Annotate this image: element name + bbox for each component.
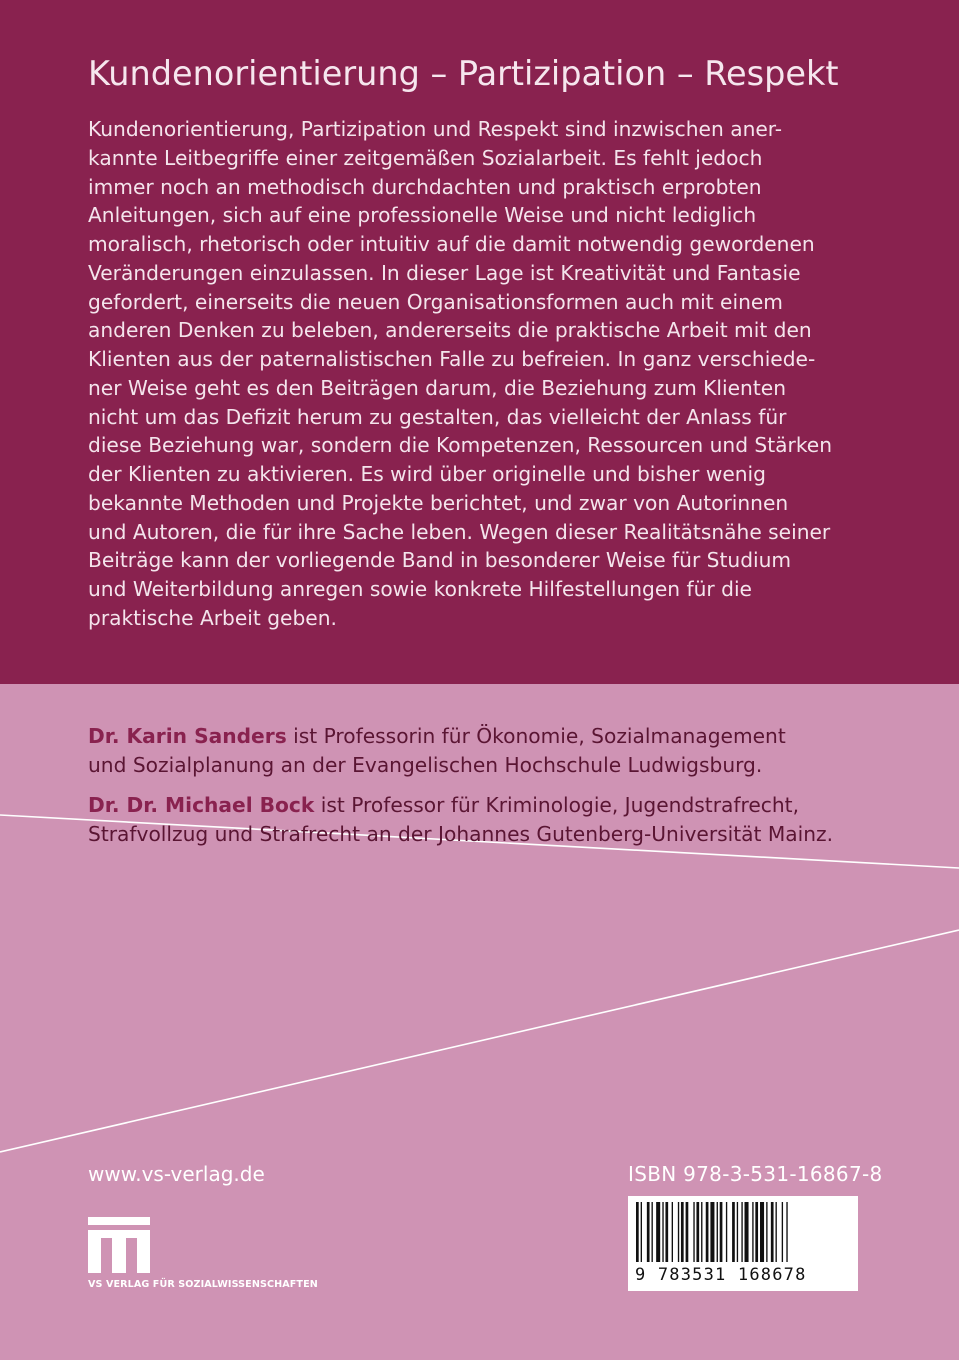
blurb-line: moralisch, rhetorisch oder intuitiv auf die damit notwendig gewordenen bbox=[88, 232, 815, 256]
author-description: ist Professorin für Ökonomie, Sozialmanagement bbox=[286, 724, 786, 748]
barcode-bar bbox=[720, 1202, 723, 1262]
blurb-line: ner Weise geht es den Beiträgen darum, die Beziehung zum Klienten bbox=[88, 375, 786, 400]
blurb-line: Veränderungen einzulassen. In dieser Lage ist Kreativität und Fantasie bbox=[88, 260, 801, 285]
blurb-line: anderen Denken zu beleben, andererseits die praktische Arbeit mit den bbox=[88, 318, 812, 343]
barcode-bar bbox=[717, 1202, 718, 1262]
barcode-digits: 9 783531 168678 bbox=[635, 1265, 807, 1285]
author-bio bbox=[88, 791, 918, 849]
author-name: Dr. Dr. Michael Bock bbox=[88, 793, 315, 817]
barcode-bar bbox=[701, 1202, 702, 1262]
barcode-bar bbox=[760, 1202, 764, 1262]
barcode-bar bbox=[693, 1202, 694, 1262]
blurb-line: kannte Leitbegriffe einer zeitgemäßen Sozialarbeit. Es fehlt jedoch bbox=[88, 145, 763, 170]
barcode-bar bbox=[732, 1202, 735, 1262]
publisher-logo bbox=[88, 1217, 318, 1297]
barcode-bar bbox=[641, 1202, 642, 1262]
barcode-bar bbox=[752, 1202, 753, 1262]
barcode-bar bbox=[755, 1202, 758, 1262]
barcode bbox=[628, 1196, 858, 1291]
blurb-line: Kundenorientierung, Partizipation und Respekt sind inzwischen aner- bbox=[88, 117, 783, 141]
vs-verlag-logo-icon bbox=[88, 1217, 150, 1273]
blurb-line: bekannte Methoden und Projekte berichtet, und zwar von Autorinnen bbox=[88, 490, 789, 515]
barcode-bar bbox=[786, 1202, 787, 1262]
barcode-bar bbox=[652, 1202, 653, 1262]
barcode-bar bbox=[681, 1202, 684, 1262]
barcode-bar bbox=[776, 1202, 777, 1262]
barcode-bar bbox=[678, 1202, 679, 1262]
blurb-line: Anleitungen, sich auf eine professionelle Weise und nicht lediglich bbox=[88, 203, 757, 228]
barcode-bar bbox=[710, 1202, 714, 1262]
author-description: und Sozialplanung an der Evangelischen Hochschule Ludwigsburg. bbox=[88, 753, 763, 777]
blurb-line: diese Beziehung war, sondern die Kompetenzen, Ressourcen und Stärken bbox=[88, 433, 833, 458]
author-name: Dr. Karin Sanders bbox=[88, 724, 287, 748]
barcode-bar bbox=[696, 1202, 699, 1262]
publisher-logo-text: VS VERLAG FÜR SOZIALWISSENSCHAFTEN bbox=[88, 1279, 318, 1290]
barcode-bar bbox=[782, 1202, 783, 1262]
barcode-bar bbox=[741, 1202, 742, 1262]
barcode-bar bbox=[726, 1202, 727, 1262]
author-bio bbox=[88, 722, 918, 780]
decorative-line bbox=[0, 930, 959, 1152]
author-description: Strafvollzug und Strafrecht an der Johannes Gutenberg-Universität Mainz. bbox=[88, 822, 834, 846]
barcode-bar bbox=[706, 1202, 709, 1262]
blurb-line: Klienten aus der paternalistischen Falle zu befreien. In ganz verschiede- bbox=[88, 347, 816, 371]
barcode-bar bbox=[771, 1202, 774, 1262]
isbn-label: ISBN 978-3-531-16867-8 bbox=[628, 1162, 883, 1186]
blurb-line: praktische Arbeit geben. bbox=[88, 605, 337, 630]
barcode-bar bbox=[662, 1202, 663, 1262]
barcode-bar bbox=[672, 1202, 673, 1262]
blurb-line: der Klienten zu aktivieren. Es wird über originelle und bisher wenig bbox=[88, 462, 766, 486]
blurb-line: immer noch an methodisch durchdachten und praktisch erprobten bbox=[88, 174, 762, 199]
blurb-line: Beiträge kann der vorliegende Band in besonderer Weise für Studium bbox=[88, 548, 792, 573]
barcode-bar bbox=[745, 1202, 749, 1262]
barcode-bar bbox=[636, 1202, 639, 1262]
blurb-line: nicht um das Defizit herum zu gestalten, das vielleicht der Anlass für bbox=[88, 404, 787, 429]
barcode-bar bbox=[665, 1202, 668, 1262]
barcode-bar bbox=[686, 1202, 689, 1262]
barcode-bar bbox=[656, 1202, 660, 1262]
blurb-line: und Autoren, die für ihre Sache leben. Wegen dieser Realitätsnähe seiner bbox=[88, 519, 831, 544]
publisher-website[interactable]: www.vs-verlag.de bbox=[88, 1162, 265, 1186]
barcode-bar bbox=[647, 1202, 650, 1262]
barcode-bar bbox=[737, 1202, 738, 1262]
book-title: Kundenorientierung – Partizipation – Respekt bbox=[88, 54, 839, 93]
blurb-line: und Weiterbildung anregen sowie konkrete Hilfestellungen für die bbox=[88, 577, 752, 601]
author-bios bbox=[88, 722, 918, 860]
barcode-bar bbox=[766, 1202, 767, 1262]
blurb-line: gefordert, einerseits die neuen Organisationsformen auch mit einem bbox=[88, 289, 783, 314]
author-description: ist Professor für Kriminologie, Jugendstrafrecht, bbox=[314, 793, 799, 817]
